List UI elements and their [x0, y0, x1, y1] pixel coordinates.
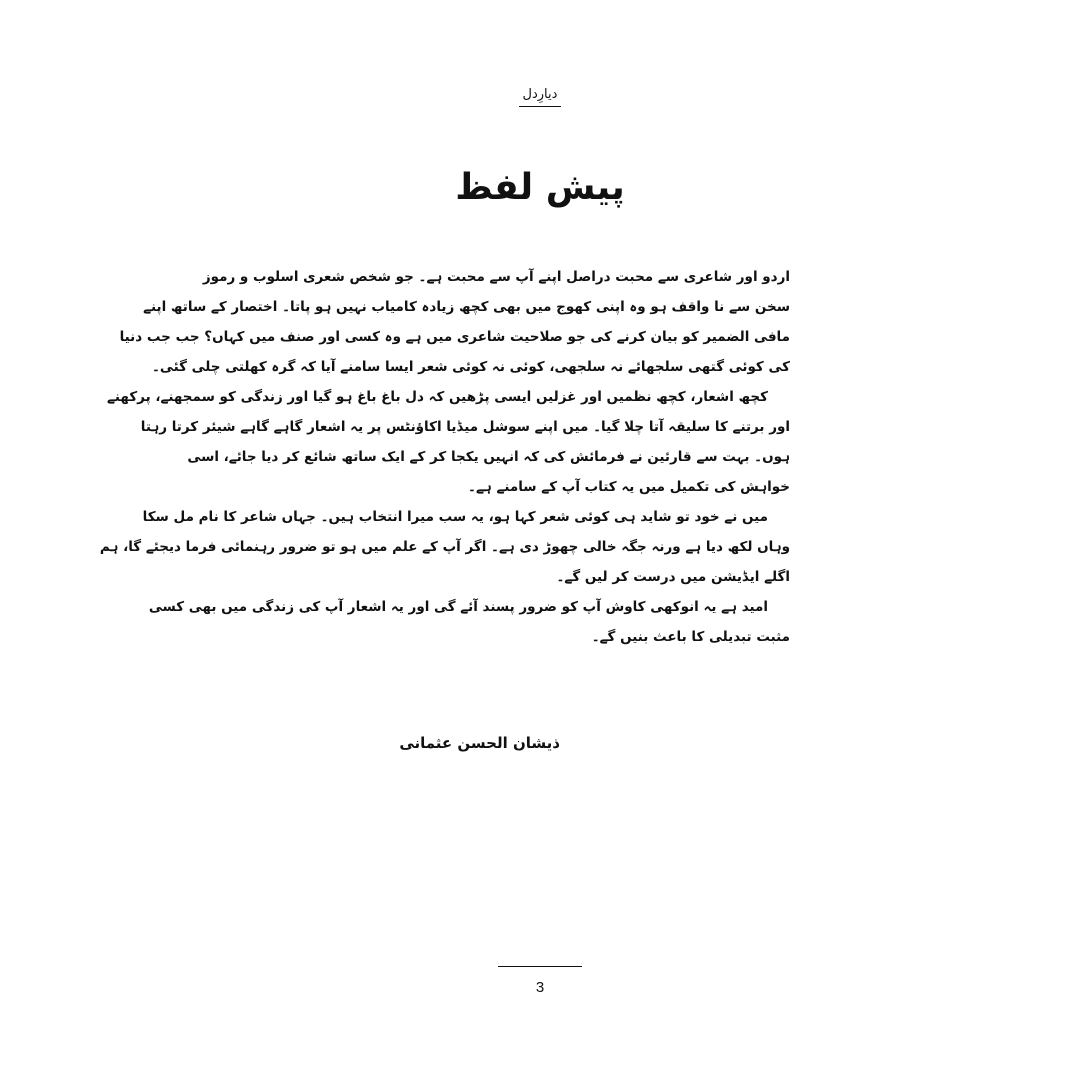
paragraph-3-line-3: اگلے ایڈیشن میں درست کر لیں گے۔	[556, 569, 790, 585]
running-header	[490, 86, 590, 107]
author-signature: ذیشان الحسن عثمانی	[399, 734, 560, 752]
paragraph-1-line-3: مافی الضمیر کو بیان کرنے کی جو صلاحیت شاعری میں ہے وہ کسی اور صنف میں کہاں؟ جب جب دنیا	[119, 329, 790, 345]
paragraph-3-line-2: وہاں لکھ دیا ہے ورنہ جگہ خالی چھوڑ دی ہے۔ اگر آپ کے علم میں ہو تو ضرور رہنمائی فرما دیجئے گا، ہم	[99, 539, 790, 555]
paragraph-2-line-2: اور برتنے کا سلیقہ آتا چلا گیا۔ میں اپنے سوشل میڈیا اکاؤنٹس پر یہ اشعار گاہے گاہے شیئر کرتا رہتا	[140, 419, 790, 435]
footer-rule	[498, 966, 582, 967]
paragraph-2-line-3: ہوں۔ بہت سے قارئین نے فرمائش کی کہ انہیں یکجا کر کے ایک ساتھ شائع کر دیا جائے، اسی	[187, 449, 790, 465]
running-header-underline	[519, 106, 561, 107]
paragraph-2-line-1: کچھ اشعار، کچھ نظمیں اور غزلیں ایسی پڑھیں کہ دل باغ باغ ہو گیا اور زندگی کو سمجھنے، پرکھنے	[106, 389, 768, 405]
paragraph-2-line-4: خواہش کی تکمیل میں یہ کتاب آپ کے سامنے ہے۔	[468, 479, 790, 495]
running-header-title: دیارِدل	[522, 87, 558, 102]
paragraph-4-line-2: مثبت تبدیلی کا باعث بنیں گے۔	[591, 629, 790, 645]
page-number: 3	[535, 979, 545, 996]
paragraph-1-line-4: کی کوئی گتھی سلجھائے نہ سلجھی، کوئی نہ کوئی شعر ایسا سامنے آیا کہ گرہ کھلتی چلی گئی۔	[152, 359, 790, 375]
paragraph-3-line-1: میں نے خود تو شاید ہی کوئی شعر کہا ہو، یہ سب میرا انتخاب ہیں۔ جہاں شاعر کا نام مل سکا	[142, 509, 768, 525]
paragraph-4-line-1: امید ہے یہ انوکھی کاوش آپ کو ضرور پسند آئے گی اور یہ اشعار آپ کی زندگی میں بھی کسی	[148, 599, 768, 615]
paragraph-1-line-2: سخن سے نا واقف ہو وہ اپنی کھوج میں بھی کچھ زیادہ کامیاب نہیں ہو پاتا۔ اختصار کے ساتھ اپنے	[143, 299, 790, 315]
page-title: پیش لفظ	[455, 167, 625, 208]
body-text	[99, 262, 790, 652]
paragraph-1-line-1: اردو اور شاعری سے محبت دراصل اپنے آپ سے محبت ہے۔ جو شخص شعری اسلوب و رموز	[202, 269, 790, 285]
